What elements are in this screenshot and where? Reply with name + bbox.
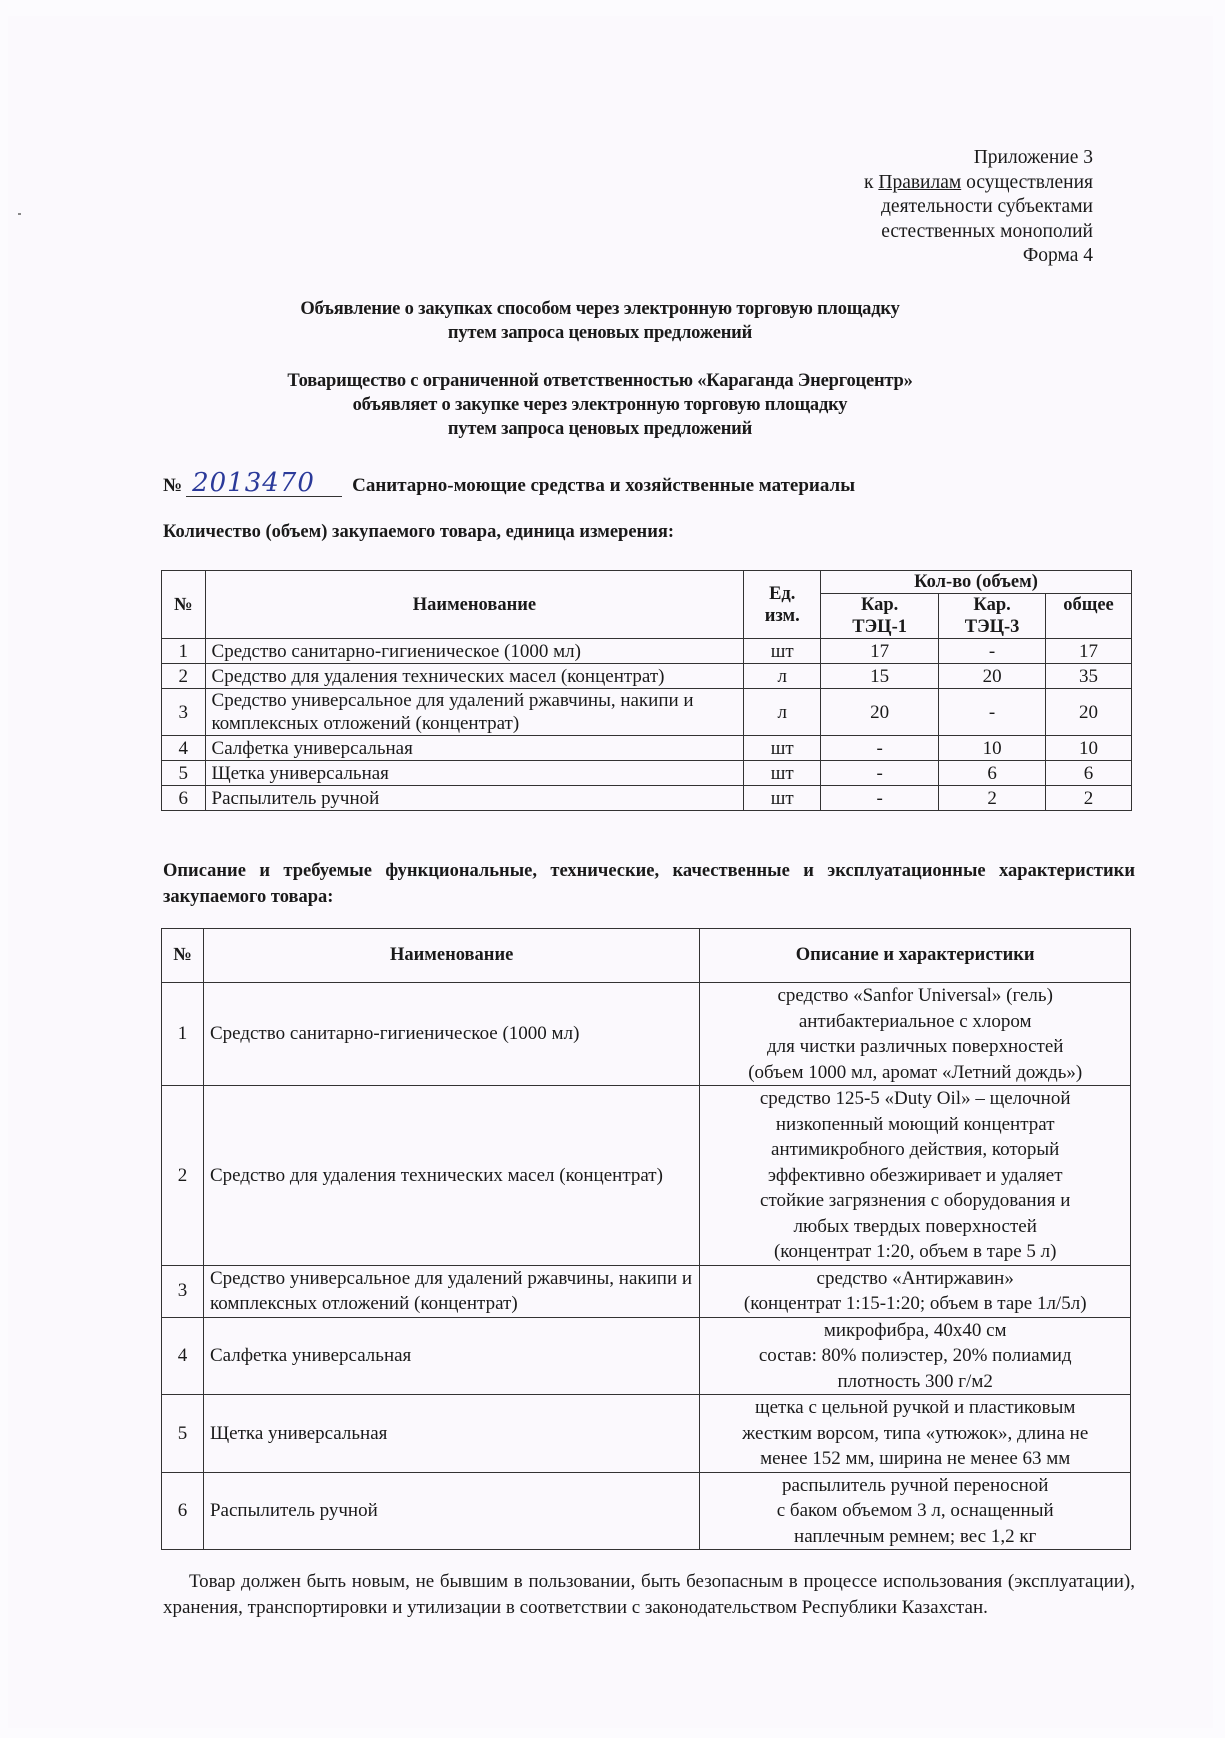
description-cell: щетка с цельной ручкой и пластиковым жестким ворсом, типа «утюжок», длина не менее 152 мм, ширина не менее 63 мм xyxy=(700,1395,1131,1473)
table-row: 5 Щетка универсальная щетка с цельной ручкой и пластиковым жестким ворсом, типа «утюжок», длина не менее 152 мм, ширина не менее 63 мм xyxy=(162,1395,1131,1473)
description-cell: микрофибра, 40х40 см состав: 80% полиэстер, 20% полиамид плотность 300 г/м2 xyxy=(700,1317,1131,1395)
table-row: 3 Средство универсальное для удалений ржавчины, накипи и комплексных отложений (концентрат) средство «Антиржавин» (концентрат 1:15-1:20; объем в таре 1л/5л) xyxy=(162,1265,1131,1317)
col-header-unit: Ед. изм. xyxy=(744,571,821,639)
col-header-tec1: Кар. ТЭЦ-1 xyxy=(821,594,939,639)
table-row: 5 Щетка универсальная шт - 6 6 xyxy=(162,761,1132,786)
procurement-subject: Санитарно-моющие средства и хозяйственные материалы xyxy=(352,475,856,496)
table-row: 6 Распылитель ручной шт - 2 2 xyxy=(162,786,1132,811)
appendix-line: деятельности субъектами xyxy=(881,196,1093,217)
description-cell: средство «Sanfor Universal» (гель) антибактериальное с хлором для чистки различных поверхностей (объем 1000 мл, аромат «Летний дождь») xyxy=(700,983,1131,1086)
col-header-name: Наименование xyxy=(205,571,744,639)
col-header-tec3: Кар. ТЭЦ-3 xyxy=(939,594,1046,639)
description-cell: распылитель ручной переносной с баком объемом 3 л, оснащенный наплечным ремнем; вес 1,2 кг xyxy=(700,1472,1131,1550)
scan-artifact-mark xyxy=(18,213,21,215)
appendix-rules-line: к Правилам осуществления xyxy=(864,171,1093,193)
col-header-qty: Кол-во (объем) xyxy=(821,571,1132,594)
col-header-num: № xyxy=(162,571,206,639)
table-row: 3 Средство универсальное для удалений ржавчины, накипи и комплексных отложений (концентрат) л 20 - 20 xyxy=(162,689,1132,736)
description-cell: средство 125-5 «Duty Oil» – щелочной низкопенный моющий концентрат антимикробного действия, который эффективно обезжиривает и удаляет стойкие загрязнения с оборудования и любых твердых поверхностей (концентрат 1:20, объем в таре 5 л) xyxy=(700,1086,1131,1266)
col-header-num: № xyxy=(162,929,204,983)
appendix-line: Приложение 3 xyxy=(973,147,1093,168)
footer-requirements: Товар должен быть новым, не бывшим в пользовании, быть безопасным в процессе использования (эксплуатации), хранения, транспортировки и утилизации в соответствии с законодательством Республики Казахстан. xyxy=(163,1571,1135,1618)
description-cell: средство «Антиржавин» (концентрат 1:15-1:20; объем в таре 1л/5л) xyxy=(700,1265,1131,1317)
appendix-line: естественных монополий xyxy=(881,220,1093,242)
table-row: 1 Средство санитарно-гигиеническое (1000 мл) шт 17 - 17 xyxy=(162,639,1132,664)
col-header-name: Наименование xyxy=(203,929,699,983)
description-heading: Описание и требуемые функциональные, технические, качественные и эксплуатационные характеристики закупаемого товара: xyxy=(163,861,1135,907)
announcement-number-line xyxy=(163,470,855,497)
appendix-header xyxy=(864,146,1093,269)
handwritten-number: 2013470 xyxy=(186,470,342,497)
col-header-total: общее xyxy=(1045,594,1131,639)
table-row: 4 Салфетка универсальная микрофибра, 40х40 см состав: 80% полиэстер, 20% полиамид плотность 300 г/м2 xyxy=(162,1317,1131,1395)
table-row: 6 Распылитель ручной распылитель ручной переносной с баком объемом 3 л, оснащенный наплечным ремнем; вес 1,2 кг xyxy=(162,1472,1131,1550)
company-name: Товарищество с ограниченной ответственностью «Караганда Энергоцентр» xyxy=(287,371,913,391)
form-number: Форма 4 xyxy=(1022,245,1093,266)
col-header-description: Описание и характеристики xyxy=(700,929,1131,983)
table-row: 4 Салфетка универсальная шт - 10 10 xyxy=(162,736,1132,761)
description-table xyxy=(161,928,1131,1550)
document-title: Объявление о закупках способом через электронную торговую площадку путем запроса ценовых предложений Товарищество с ограниченной ответственностью «Караганда Энергоцентр» объявляет о закупке через электронную торговую площадку путем запроса ценовых предложений xyxy=(150,297,1050,441)
quantity-heading: Количество (объем) закупаемого товара, единица измерения: xyxy=(163,522,675,542)
number-sign: № xyxy=(163,475,183,496)
table-row: 2 Средство для удаления технических масел (концентрат) л 15 20 35 xyxy=(162,664,1132,689)
rules-link[interactable]: Правилам xyxy=(878,171,962,193)
table-row: 2 Средство для удаления технических масел (концентрат) средство 125-5 «Duty Oil» – щелочной низкопенный моющий концентрат антимикробного действия, который эффективно обезжиривает и удаляет стойкие загрязнения с оборудования и любых твердых поверхностей (концентрат 1:20, объем в таре 5 л) xyxy=(162,1086,1131,1266)
table-row: 1 Средство санитарно-гигиеническое (1000 мл) средство «Sanfor Universal» (гель) антибактериальное с хлором для чистки различных поверхностей (объем 1000 мл, аромат «Летний дождь») xyxy=(162,983,1131,1086)
quantity-table xyxy=(161,570,1132,811)
